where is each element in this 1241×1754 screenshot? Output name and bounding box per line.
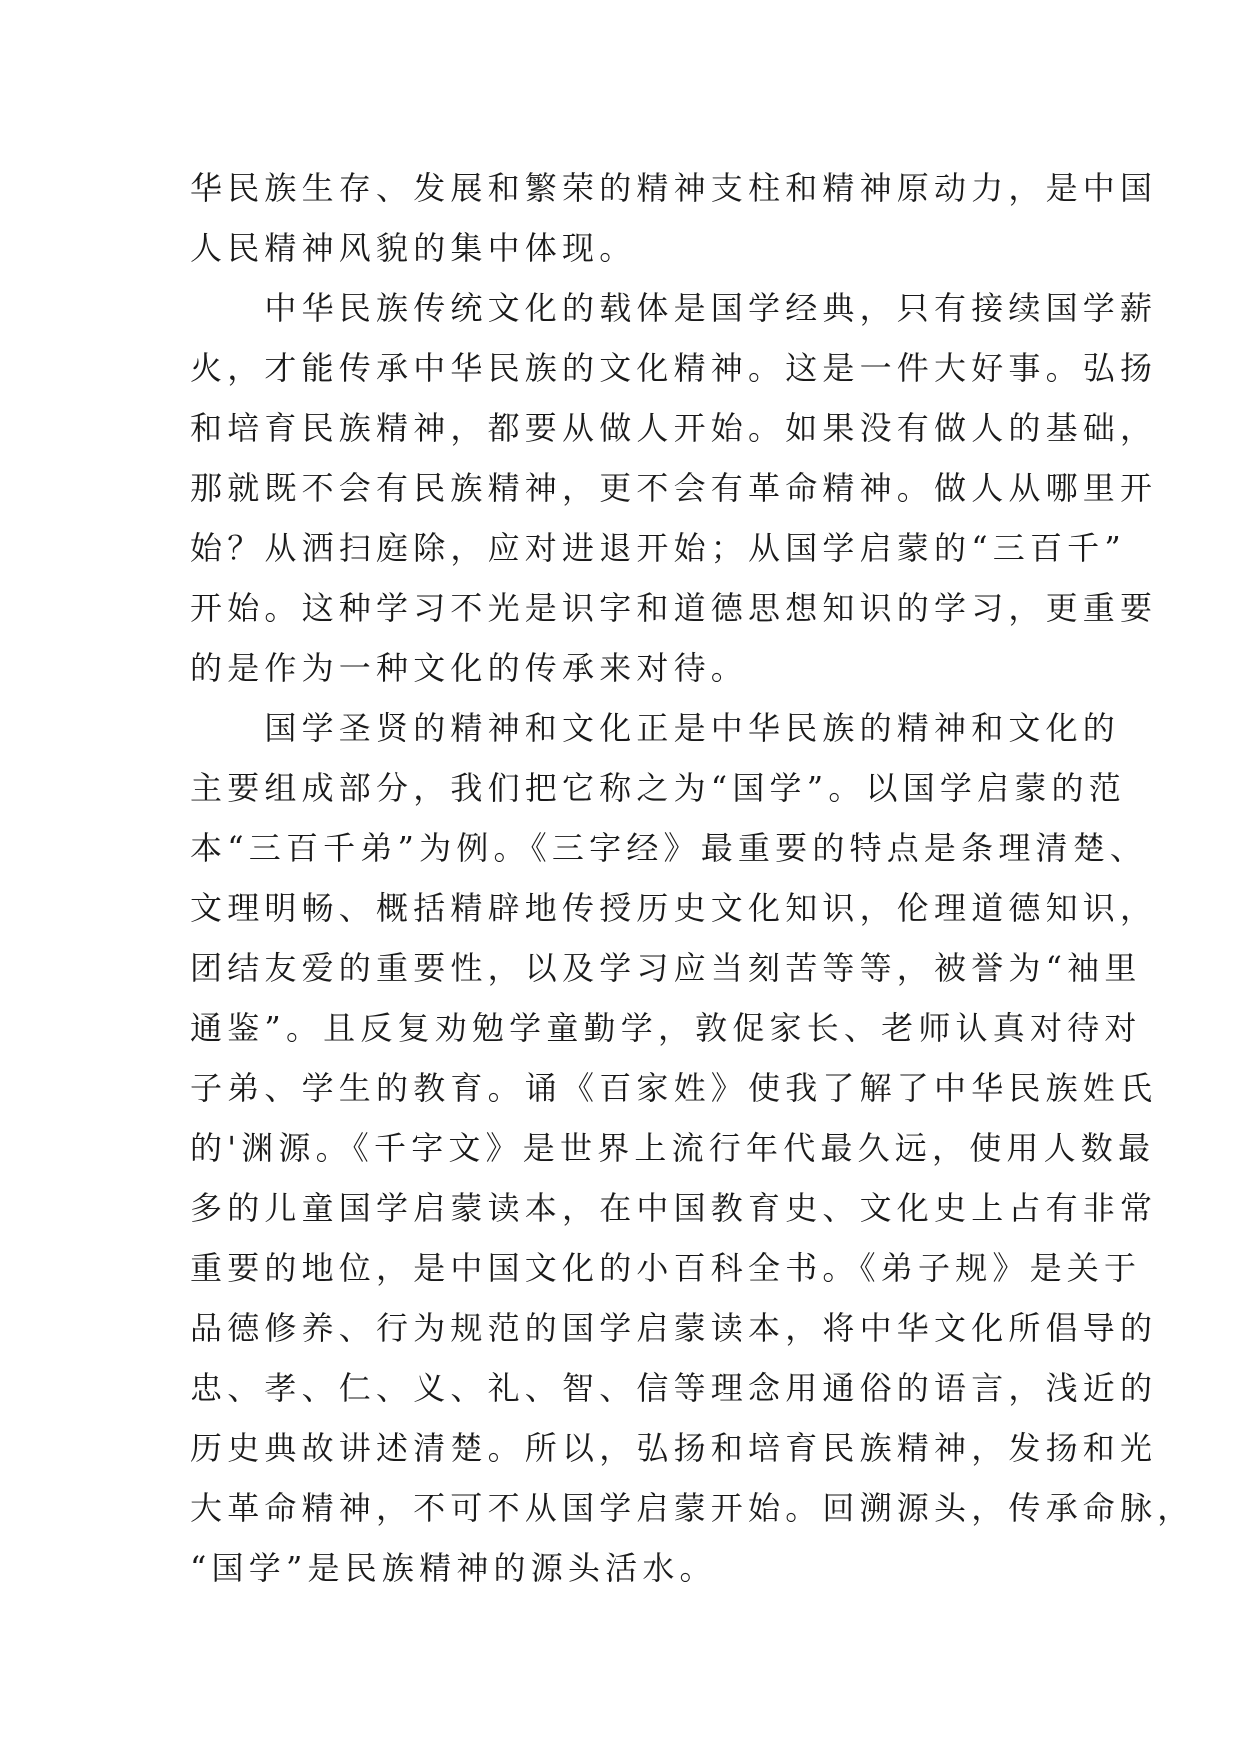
text-line-1: 华民族生存、发展和繁荣的精神支柱和精神原动力，是中国 (190, 169, 1158, 207)
text-line-6: 那就既不会有民族精神，更不会有革命精神。做人从哪里开 (190, 469, 1158, 507)
text-line-12: 本“三百千弟”为例。《三字经》最重要的特点是条理清楚、 (190, 829, 1148, 867)
text-line-22: 历史典故讲述清楚。所以，弘扬和培育民族精神，发扬和光 (190, 1429, 1158, 1467)
text-line-13: 文理明畅、概括精辟地传授历史文化知识，伦理道德知识， (190, 889, 1158, 927)
text-line-24: “国学”是民族精神的源头活水。 (190, 1549, 717, 1587)
text-line-9: 的是作为一种文化的传承来对待。 (190, 649, 749, 687)
body-text (190, 158, 1195, 1598)
text-line-3: 中华民族传统文化的载体是国学经典，只有接续国学薪 (190, 289, 1158, 327)
text-line-8: 开始。这种学习不光是识字和道德思想知识的学习，更重要 (190, 589, 1158, 627)
text-line-15: 通鉴”。且反复劝勉学童勤学，敦促家长、老师认真对待对 (190, 1009, 1142, 1047)
text-line-19: 重要的地位，是中国文化的小百科全书。《弟子规》是关于 (190, 1249, 1142, 1287)
text-line-20: 品德修养、行为规范的国学启蒙读本，将中华文化所倡导的 (190, 1309, 1158, 1347)
text-line-11: 主要组成部分，我们把它称之为“国学”。以国学启蒙的范 (190, 769, 1126, 807)
text-line-16: 子弟、学生的教育。诵《百家姓》使我了解了中华民族姓氏 (190, 1069, 1158, 1107)
text-line-23: 大革命精神，不可不从国学启蒙开始。回溯源头，传承命脉， (190, 1489, 1195, 1527)
text-line-5: 和培育民族精神，都要从做人开始。如果没有做人的基础， (190, 409, 1158, 447)
text-line-2: 人民精神风貌的集中体现。 (190, 229, 637, 267)
text-line-17: 的'渊源。《千字文》是世界上流行年代最久远，使用人数最 (190, 1129, 1156, 1167)
text-line-14: 团结友爱的重要性，以及学习应当刻苦等等，被誉为“袖里 (190, 949, 1142, 987)
text-line-7: 始？从洒扫庭除，应对进退开始；从国学启蒙的“三百千” (190, 529, 1126, 567)
text-line-21: 忠、孝、仁、义、礼、智、信等理念用通俗的语言，浅近的 (190, 1369, 1158, 1407)
text-line-4: 火，才能传承中华民族的文化精神。这是一件大好事。弘扬 (190, 349, 1158, 387)
text-line-18: 多的儿童国学启蒙读本，在中国教育史、文化史上占有非常 (190, 1189, 1158, 1227)
text-line-10: 国学圣贤的精神和文化正是中华民族的精神和文化的 (190, 709, 1121, 747)
